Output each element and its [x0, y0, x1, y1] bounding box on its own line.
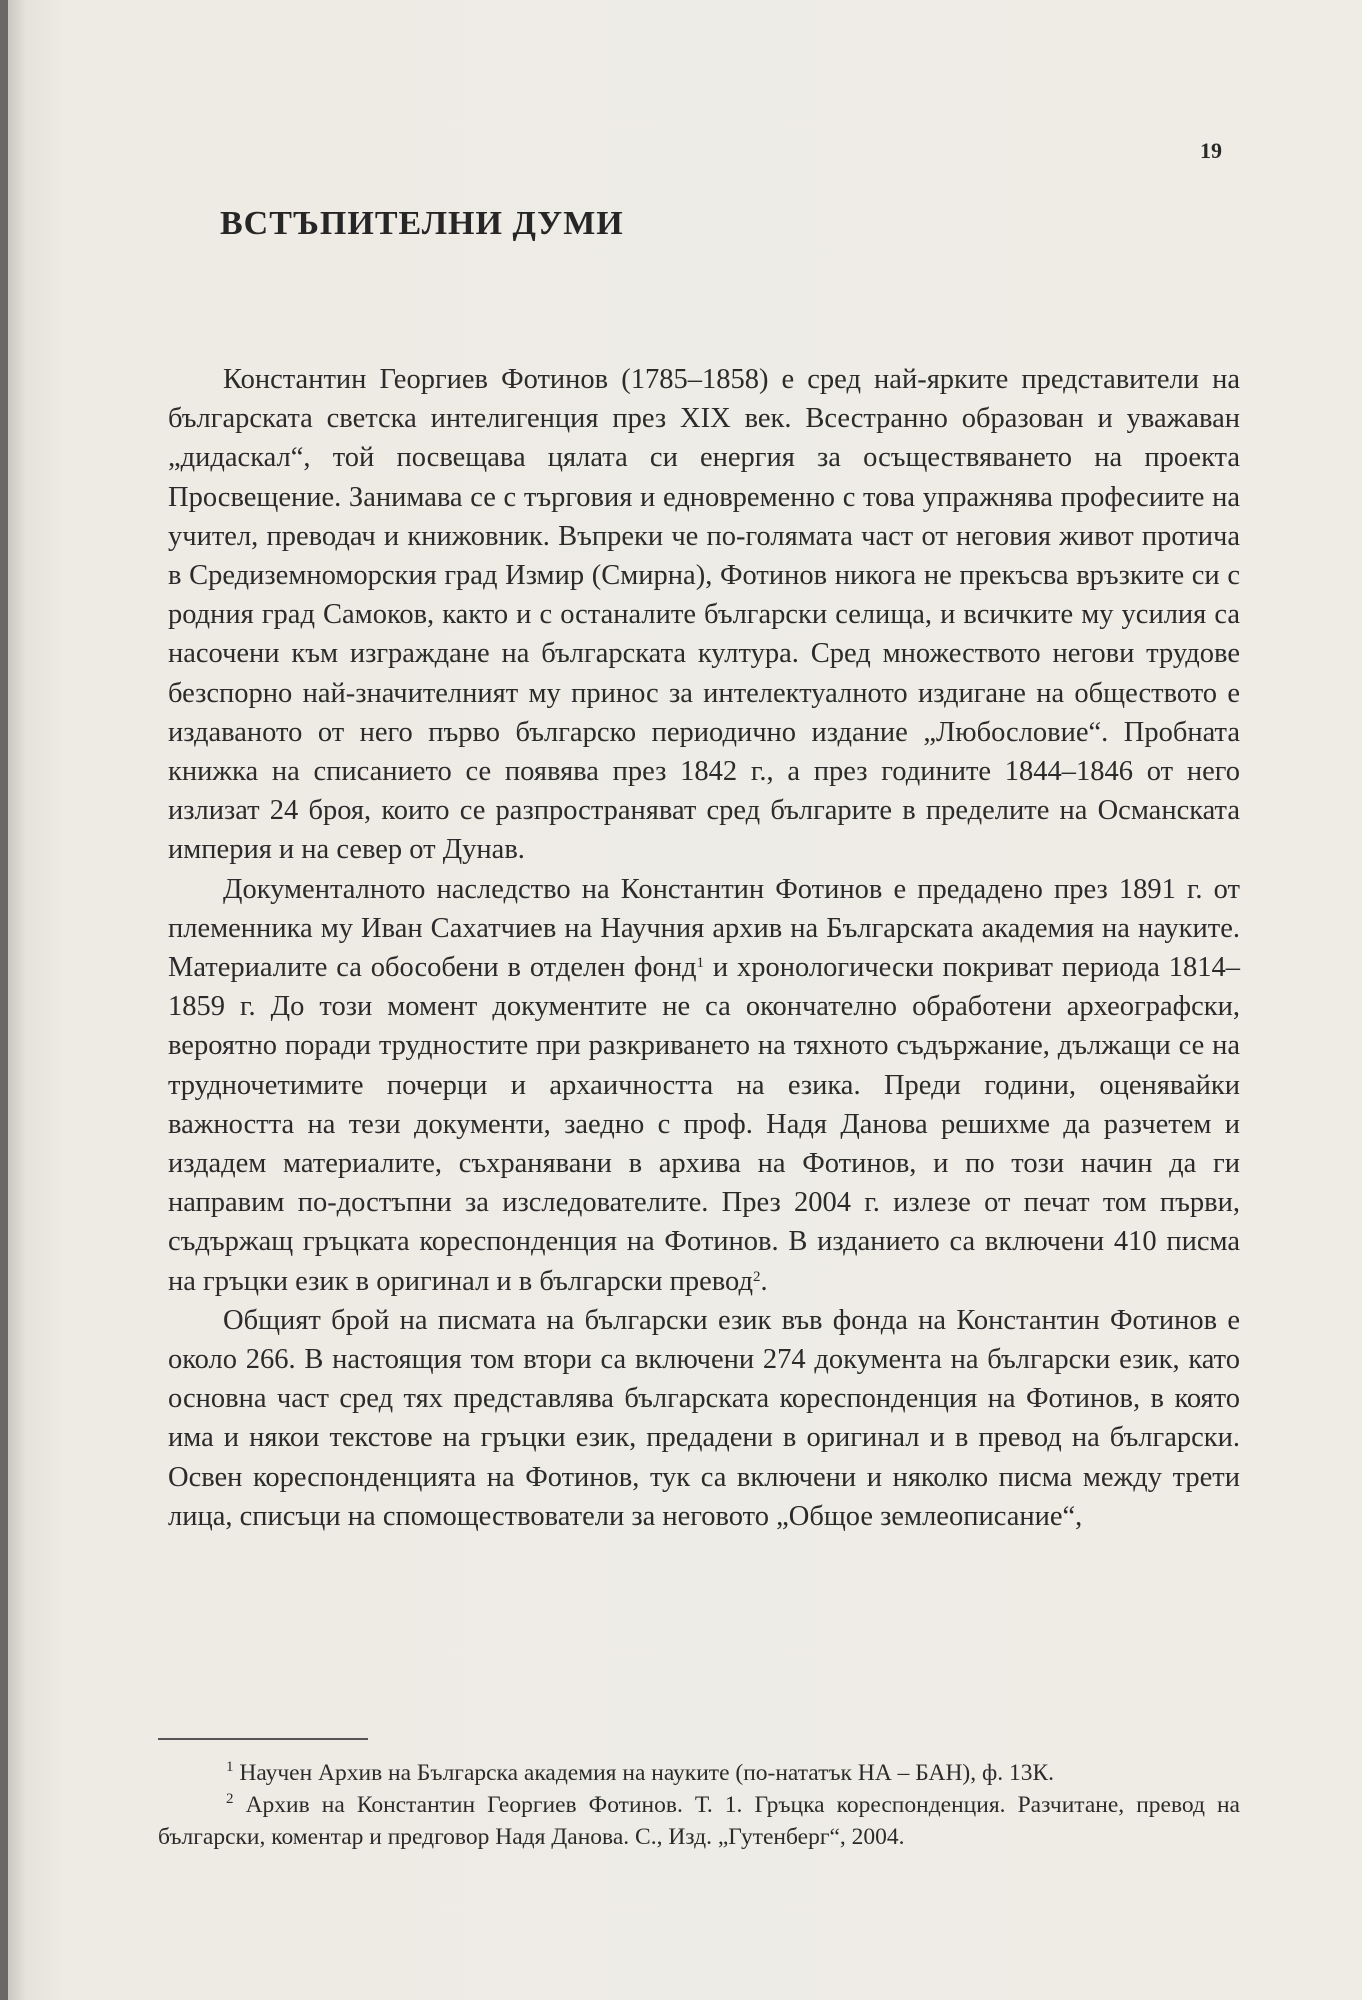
footnote-text-1: Научен Архив на Българска академия на науките (по-нататък НА – БАН), ф. 13К.	[239, 1760, 1055, 1786]
footnote-ref-1: 1	[696, 955, 705, 972]
page-number: 19	[1200, 138, 1222, 163]
book-page	[8, 0, 1362, 2000]
footnote-mark-2: 2	[226, 1791, 234, 1807]
footnote-text-2: Архив на Константин Георгиев Фотинов. Т. 1. Гръцка кореспонденция. Разчитане, превод на български, коментар и предговор Надя Данова. С., Изд. „Гутенберг“, 2004.	[158, 1792, 1240, 1850]
footnote-mark-1: 1	[226, 1759, 234, 1775]
paragraph-2-part-1: Документалното наследство на Константин Фотинов е предадено през 1891 г. от племенника му Иван Сахатчиев на Научния архив на Българската академия на науките. Материалите са обособени в отделен фонд	[168, 873, 1240, 984]
footnote-separator	[158, 1738, 368, 1740]
paragraph-2-part-3: .	[760, 1265, 768, 1297]
paragraph-3: Общият брой на писмата на български език във фонда на Константин Фотинов е около 266. В настоящия том втори са включени 274 документа на български език, като основна част сред тях представлява българската кореспонденция на Фотинов, в която има и някои текстове на гръцки език, предадени в оригинал и в превод на български. Освен кореспонденцията на Фотинов, тук са включени и няколко писма между трети лица, списъци на спомоществователи за неговото „Общое землеописание“,	[168, 1304, 1240, 1532]
footnote-ref-2: 2	[752, 1268, 761, 1285]
body-text	[168, 360, 1240, 1536]
chapter-title: ВСТЪПИТЕЛНИ ДУМИ	[220, 205, 624, 242]
paragraph-1: Константин Георгиев Фотинов (1785–1858) е сред най-ярките представители на българската светска интелигенция през XIX век. Всестранно образован и уважаван „дидаскал“, той посвещава цялата си енергия за осъществяването на проекта Просвещение. Занимава се с търговия и едновременно с това упражнява професиите на учител, преводач и книжовник. Въпреки че по-голямата част от неговия живот протича в Средиземноморския град Измир (Смирна), Фотинов никога не прекъсва връзките си с родния град Самоков, както и с останалите български селища, и всичките му усилия са насочени към изграждане на българската култура. Сред множеството негови трудове безспорно най-значителният му принос за интелектуалното издигане на обществото е издаваното от него първо българско периодично издание „Любословие“. Пробната книжка на списанието се появява през 1842 г., а през годините 1844–1846 от него излизат 24 броя, които се разпространяват сред българите в пределите на Османската империя и на север от Дунав.	[168, 364, 1240, 866]
footnote-1	[158, 1757, 1240, 1789]
paragraph-2	[168, 870, 1240, 1301]
footnote-2	[158, 1789, 1240, 1853]
footnotes	[158, 1757, 1240, 1853]
paragraph-2-part-2: и хронологически покриват периода 1814–1859 г. До този момент документите не са окончателно обработени археографски, вероятно поради трудностите при разкриването на тяхното съдържание, дължащи се на трудночетимите почерци и архаичността на езика. Преди години, оценявайки важността на тези документи, заедно с проф. Надя Данова решихме да разчетем и издадем материалите, съхранявани в архива на Фотинов, и по този начин да ги направим по-достъпни за изследователите. През 2004 г. излезе от печат том първи, съдържащ гръцката кореспонденция на Фотинов. В изданието са включени 410 писма на гръцки език в оригинал и в български превод	[168, 952, 1241, 1297]
